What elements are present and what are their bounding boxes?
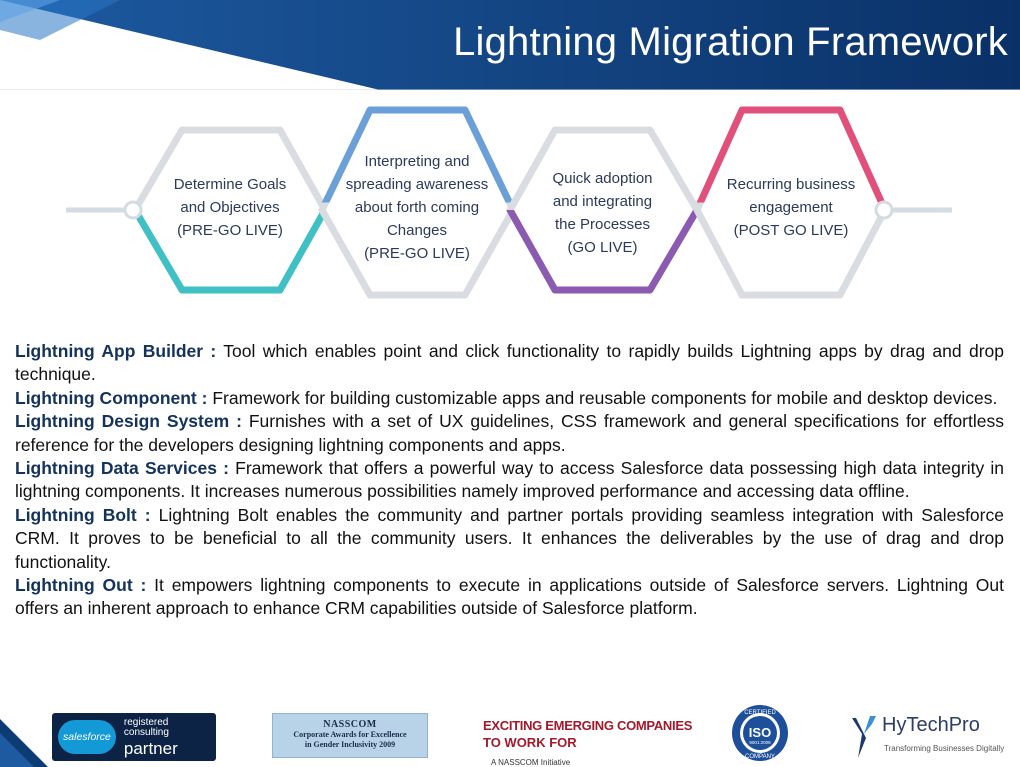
feature-descriptions xyxy=(15,340,1004,621)
feature-item xyxy=(15,504,1004,574)
page-title: Lightning Migration Framework xyxy=(453,20,1008,64)
salesforce-partner-logo xyxy=(52,713,216,761)
feature-term: Lightning Component : xyxy=(15,387,208,408)
nasscom-line-1: Corporate Awards for Excellence xyxy=(293,730,407,739)
step-3-line-3: the Processes xyxy=(554,216,651,233)
feature-desc: It empowers lightning components to execute in applications outside of Salesforce servers. Lightning Out offers an inherent approach to enhance CRM capabilities outside of Salesforce platform. xyxy=(15,575,1004,619)
iso-number-text: 9001:2008 xyxy=(749,740,771,745)
feature-item xyxy=(15,340,1004,387)
migration-timeline xyxy=(0,95,1020,325)
salesforce-cloud-icon: salesforce xyxy=(58,720,116,754)
step-1-line-2: and Objectives xyxy=(180,199,280,216)
feature-term: Lightning Bolt : xyxy=(15,504,151,525)
feature-desc: Tool which enables point and click functionality to rapidly builds Lightning apps by drag and drop technique. xyxy=(15,341,1004,385)
feature-desc: Lightning Bolt enables the community and partner portals providing seamless integration with Salesforce CRM. It proves to be beneficial to all the community users. It enhances the deliverables by the use of drag and drop functionality. xyxy=(15,504,1004,572)
step-2-line-5: (PRE-GO LIVE) xyxy=(364,245,470,262)
hytechpro-name: HyTechPro xyxy=(882,714,980,736)
step-4-line-1: Recurring business xyxy=(726,176,856,193)
exciting-emerging-companies-logo xyxy=(483,718,693,767)
header-banner xyxy=(0,0,1020,90)
feature-desc: Framework that offers a powerful way to access Salesforce data possessing high data integrity in lightning components. It increases numerous possibilities namely improved performance and accessing data offline. xyxy=(15,458,1004,502)
hytechpro-logo xyxy=(848,712,1005,760)
step-2-line-4: Changes xyxy=(386,222,448,239)
iso-mid-text: ISO xyxy=(748,725,772,740)
step-2-text xyxy=(332,150,502,265)
feature-term: Lightning Design System : xyxy=(15,411,242,432)
iso-bottom-text: COMPANY xyxy=(745,754,775,760)
step-4-text xyxy=(706,173,876,242)
timeline-end-dot xyxy=(876,202,892,218)
feature-desc: Framework for building customizable apps and reusable components for mobile and desktop devices. xyxy=(212,387,998,408)
iso-certified-badge xyxy=(730,703,790,763)
step-3-line-1: Quick adoption xyxy=(552,170,653,187)
salesforce-big-text: partner xyxy=(123,738,178,758)
feature-desc: Furnishes with a set of UX guidelines, CSS framework and general specifications for effortless reference for the developers designing lightning components and apps. xyxy=(15,411,1004,455)
nasscom-line-2: in Gender Inclusivity 2009 xyxy=(304,740,396,749)
feature-term: Lightning App Builder : xyxy=(15,341,217,361)
exciting-line-1: EXCITING EMERGING COMPANIES xyxy=(483,718,693,733)
exciting-line-2: TO WORK FOR xyxy=(483,735,577,750)
salesforce-partner-text xyxy=(124,718,216,757)
step-4-line-2: engagement xyxy=(749,199,833,216)
feature-term: Lightning Out : xyxy=(15,575,147,596)
step-2-line-3: about forth coming xyxy=(354,199,480,216)
hytechpro-mark-icon xyxy=(848,714,880,760)
iso-top-text: CERTIFIED xyxy=(744,710,776,716)
step-2-line-2: spreading awareness xyxy=(345,176,489,193)
feature-item xyxy=(15,457,1004,504)
salesforce-small-text: registered consulting xyxy=(123,716,169,738)
step-1-text xyxy=(150,173,310,242)
exciting-initiative: A NASSCOM Initiative xyxy=(491,758,571,767)
step-4-line-3: (POST GO LIVE) xyxy=(733,222,849,239)
step-3-line-4: (GO LIVE) xyxy=(567,239,638,256)
feature-item xyxy=(15,574,1004,621)
step-3-text xyxy=(520,167,685,259)
footer-corner-decoration xyxy=(0,707,60,767)
nasscom-award-logo xyxy=(272,713,428,758)
feature-item xyxy=(15,410,1004,457)
nasscom-name: NASSCOM xyxy=(323,719,377,730)
step-3-line-2: and integrating xyxy=(552,193,653,210)
feature-term: Lightning Data Services : xyxy=(15,458,229,479)
step-1-line-1: Determine Goals xyxy=(173,176,287,193)
timeline-start-dot xyxy=(125,202,141,218)
hytechpro-tagline: Transforming Businesses Digitally xyxy=(884,744,1005,753)
step-1-line-3: (PRE-GO LIVE) xyxy=(177,222,283,239)
step-2-line-1: Interpreting and xyxy=(364,153,470,170)
feature-item xyxy=(15,387,1004,410)
